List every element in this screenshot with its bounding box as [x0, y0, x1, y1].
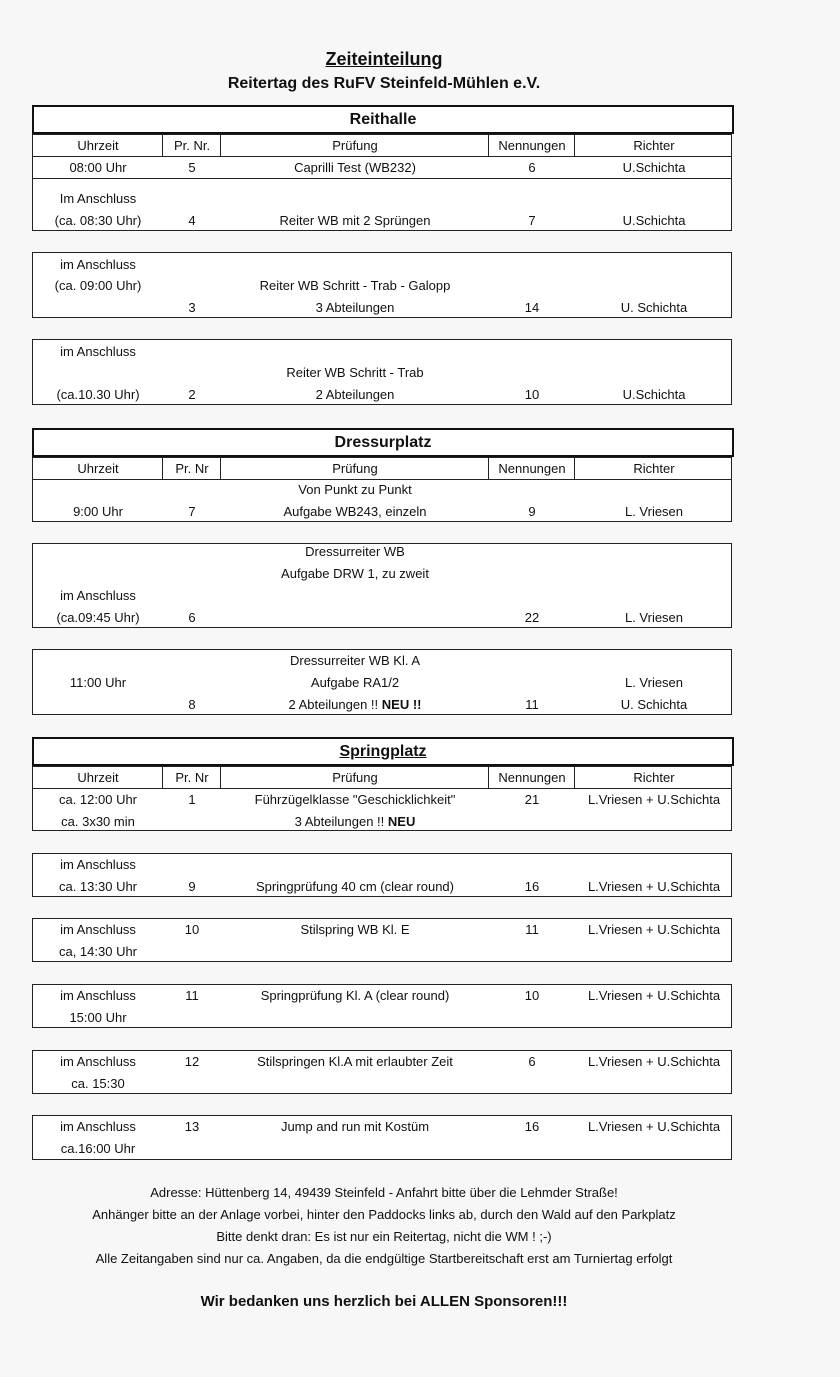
- time: im Anschluss: [60, 922, 136, 937]
- col-nennungen: Nennungen: [498, 138, 566, 153]
- nr: 5: [188, 160, 196, 175]
- name: Dressurreiter WB: [305, 544, 405, 559]
- table-row: [32, 479, 732, 522]
- time: 11:00 Uhr: [69, 675, 127, 690]
- name: 3 Abteilungen: [315, 300, 395, 315]
- name: Jump and run mit Kostüm: [280, 1119, 430, 1134]
- name: Aufgabe WB243, einzeln: [283, 504, 427, 519]
- name-text: 2 Abteilungen !!: [288, 697, 382, 712]
- time: im Anschluss: [60, 344, 136, 359]
- count: 6: [528, 160, 536, 175]
- table-row: [32, 649, 732, 715]
- name: Caprilli Test (WB232): [294, 160, 416, 175]
- count: 14: [524, 300, 540, 315]
- name: [221, 694, 489, 716]
- nr: 4: [188, 213, 196, 228]
- section-dressurplatz-title: Dressurplatz: [32, 428, 734, 457]
- dressur-header-row: [32, 457, 732, 480]
- name: [221, 811, 489, 833]
- nr: 6: [188, 610, 196, 625]
- name: Reiter WB Schritt - Trab: [286, 365, 424, 380]
- nr: 11: [185, 988, 199, 1003]
- time: im Anschluss: [60, 1119, 136, 1134]
- table-row: [32, 178, 732, 231]
- time: 9:00 Uhr: [73, 504, 123, 519]
- footer-note: Bitte denkt dran: Es ist nur ein Reitertag, nicht die WM ! ;-): [216, 1229, 552, 1244]
- time: im Anschluss: [60, 257, 136, 272]
- nr: 10: [184, 922, 200, 937]
- count: 6: [528, 1054, 536, 1069]
- table-row: [32, 788, 732, 831]
- count: 10: [524, 387, 540, 402]
- footer-disclaimer: Alle Zeitangaben sind nur ca. Angaben, da die endgültige Startbereitschaft erst am Turniertag erfolgt: [95, 1251, 673, 1266]
- count: 21: [524, 792, 540, 807]
- judge: L.Vriesen + U.Schichta: [587, 1054, 721, 1069]
- table-row: [32, 543, 732, 628]
- col-nennungen: Nennungen: [498, 461, 566, 476]
- sponsor-thanks: Wir bedanken uns herzlich bei ALLEN Sponsoren!!!: [200, 1293, 568, 1310]
- col-richter: Richter: [633, 461, 675, 476]
- count: 10: [524, 988, 540, 1003]
- time: im Anschluss: [60, 588, 136, 603]
- nr: 12: [184, 1054, 200, 1069]
- judge: L. Vriesen: [624, 675, 684, 690]
- judge: L. Vriesen: [624, 504, 684, 519]
- name: Von Punkt zu Punkt: [298, 482, 412, 497]
- footer-address: Adresse: Hüttenberg 14, 49439 Steinfeld - Anfahrt bitte über die Lehmder Straße!: [150, 1185, 618, 1200]
- col-richter: Richter: [633, 138, 675, 153]
- nr: 2: [188, 387, 196, 402]
- name: Dressurreiter WB Kl. A: [289, 653, 421, 668]
- nr: 13: [184, 1119, 200, 1134]
- neu-badge: NEU !!: [381, 697, 422, 712]
- count: 22: [524, 610, 540, 625]
- col-nr: Pr. Nr: [175, 770, 209, 785]
- name: Aufgabe DRW 1, zu zweit: [281, 566, 429, 581]
- time: 15:00 Uhr: [69, 1010, 127, 1025]
- time: ca. 15:30: [71, 1076, 125, 1091]
- name: 2 Abteilungen: [315, 387, 395, 402]
- judge: U.Schichta: [622, 160, 686, 175]
- section-reithalle-title: Reithalle: [32, 105, 734, 134]
- judge: L.Vriesen + U.Schichta: [587, 1119, 721, 1134]
- table-row: [32, 252, 732, 318]
- table-row: [32, 156, 732, 179]
- nr: 3: [188, 300, 196, 315]
- time: im Anschluss: [60, 857, 136, 872]
- nr: 8: [188, 697, 196, 712]
- time: ca. 13:30 Uhr: [58, 879, 138, 894]
- col-nr: Pr. Nr: [175, 461, 209, 476]
- time: ca, 14:30 Uhr: [58, 944, 138, 959]
- count: 9: [528, 504, 536, 519]
- col-pruefung: Prüfung: [332, 138, 378, 153]
- time: im Anschluss: [60, 988, 136, 1003]
- name: Springprüfung 40 cm (clear round): [256, 879, 454, 894]
- judge: L. Vriesen: [624, 610, 684, 625]
- table-row: [32, 339, 732, 405]
- col-richter: Richter: [633, 770, 675, 785]
- time: im Anschluss: [60, 1054, 136, 1069]
- time: 08:00 Uhr: [69, 160, 127, 175]
- name: Reiter WB mit 2 Sprüngen: [279, 213, 431, 228]
- judge: U.Schichta: [622, 213, 686, 228]
- judge: L.Vriesen + U.Schichta: [587, 922, 721, 937]
- table-row: [32, 1115, 732, 1160]
- table-row: [32, 918, 732, 962]
- nr: 1: [188, 792, 196, 807]
- table-row: [32, 984, 732, 1028]
- col-pruefung: Prüfung: [332, 461, 378, 476]
- time: ca.16:00 Uhr: [60, 1141, 136, 1156]
- name: Springprüfung Kl. A (clear round): [260, 988, 450, 1003]
- time: (ca.10.30 Uhr): [56, 387, 140, 402]
- page-title: Zeiteinteilung: [325, 49, 443, 69]
- col-nr: Pr. Nr.: [173, 138, 211, 153]
- judge: U.Schichta: [622, 387, 686, 402]
- name: Stilspring WB Kl. E: [300, 922, 410, 937]
- col-uhrzeit: Uhrzeit: [77, 138, 119, 153]
- name: Reiter WB Schritt - Trab - Galopp: [259, 278, 451, 293]
- name: Aufgabe RA1/2: [310, 675, 400, 690]
- time: ca. 12:00 Uhr: [58, 792, 138, 807]
- judge: U. Schichta: [620, 697, 688, 712]
- time: (ca.09:45 Uhr): [56, 610, 140, 625]
- time: (ca. 08:30 Uhr): [54, 213, 142, 228]
- judge: U. Schichta: [620, 300, 688, 315]
- col-nennungen: Nennungen: [498, 770, 566, 785]
- count: 16: [524, 879, 540, 894]
- page-subtitle: Reitertag des RuFV Steinfeld-Mühlen e.V.: [227, 75, 541, 92]
- count: 11: [525, 697, 539, 712]
- nr: 7: [188, 504, 196, 519]
- judge: L.Vriesen + U.Schichta: [587, 988, 721, 1003]
- reithalle-header-row: [32, 134, 732, 157]
- count: 16: [524, 1119, 540, 1134]
- spring-header-row: [32, 766, 732, 789]
- name-text: 3 Abteilungen !!: [294, 814, 388, 829]
- time: Im Anschluss: [59, 191, 137, 206]
- name: Führzügelklasse "Geschicklichkeit": [254, 792, 456, 807]
- col-uhrzeit: Uhrzeit: [77, 770, 119, 785]
- time: ca. 3x30 min: [61, 814, 135, 829]
- name: Stilspringen Kl.A mit erlaubter Zeit: [257, 1054, 453, 1069]
- time: (ca. 09:00 Uhr): [54, 278, 142, 293]
- judge: L.Vriesen + U.Schichta: [587, 792, 721, 807]
- nr: 9: [188, 879, 196, 894]
- footer-directions: Anhänger bitte an der Anlage vorbei, hinter den Paddocks links ab, durch den Wald auf den Parkplatz: [92, 1207, 676, 1222]
- count: 7: [528, 213, 536, 228]
- count: 11: [525, 922, 539, 937]
- judge: L.Vriesen + U.Schichta: [587, 879, 721, 894]
- table-row: [32, 1050, 732, 1094]
- col-pruefung: Prüfung: [332, 770, 378, 785]
- table-row: [32, 853, 732, 897]
- neu-badge: NEU: [387, 814, 416, 829]
- col-uhrzeit: Uhrzeit: [77, 461, 119, 476]
- section-springplatz-title: Springplatz: [32, 737, 734, 766]
